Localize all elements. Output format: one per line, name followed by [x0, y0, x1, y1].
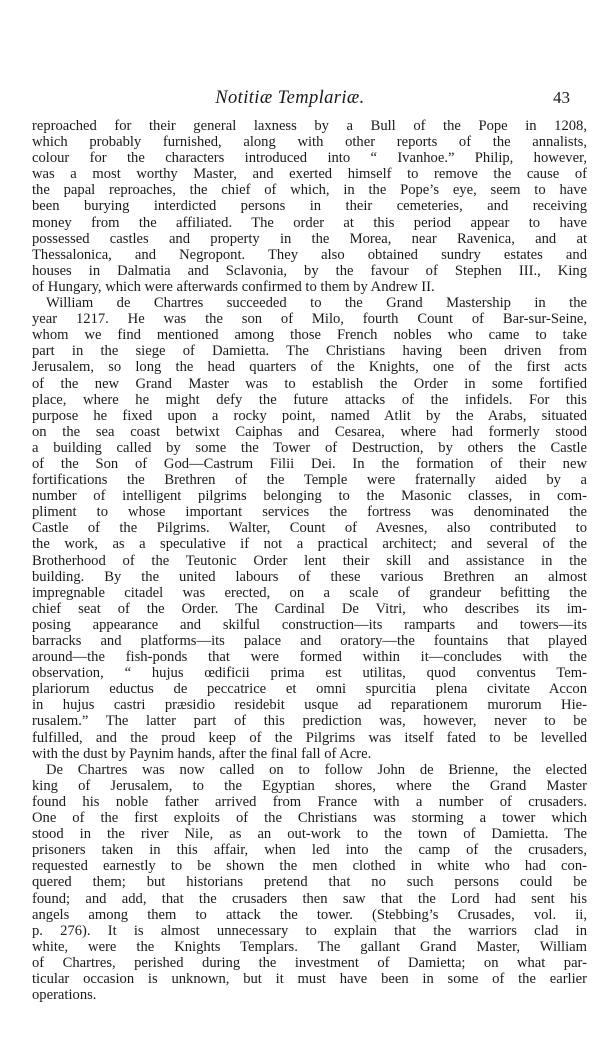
text-line: of the Son of God—Castrum Filii Dei. In the formation of their new	[32, 455, 587, 472]
text-line: Thessalonica, and Negropont. They also obtained sundry estates and	[32, 246, 587, 263]
page-number: 43	[553, 88, 570, 107]
text-line: Jerusalem, so long the head quarters of the Knights, one of the first acts	[32, 359, 587, 376]
text-line: money from the affiliated. The order at this period appear to have	[32, 214, 587, 231]
text-line: William de Chartres succeeded to the Grand Mastership in the	[46, 295, 587, 312]
text-line: around—the fish-ponds that were formed within it—concludes with the	[32, 649, 587, 666]
text-line: of Hungary, which were afterwards confirmed to them by Andrew II.	[32, 278, 435, 295]
text-line: chief seat of the Order. The Cardinal De Vitri, who describes its im-	[32, 600, 587, 617]
text-line: reproached for their general laxness by a Bull of the Pope in 1208,	[32, 118, 587, 134]
text-line: colour for the characters introduced into “ Ivanhoe.” Philip, however,	[32, 150, 587, 167]
text-line: the papal reproaches, the chief of which, in the Pope’s eye, seem to have	[32, 182, 587, 199]
text-line: One of the first exploits of the Christians was storming a tower which	[32, 810, 587, 827]
text-line: observation, “ hujus œdificii prima est utilitas, quod conventus Tem-	[32, 665, 587, 682]
text-line: possessed castles and property in the Morea, near Ravenica, and at	[32, 230, 587, 247]
text-line: plariorum eductus de peccatrice et omni spurcitia plena civitate Accon	[32, 681, 587, 698]
text-line: pliment to whose important services the fortress was denominated the	[32, 504, 587, 521]
text-line: fulfilled, and the proud keep of the Pilgrims was itself fated to be levelled	[32, 729, 587, 746]
text-line: quered them; but historians pretend that no such persons could be	[32, 874, 587, 891]
text-line: De Chartres was now called on to follow John de Brienne, the elected	[46, 761, 587, 778]
text-line: part in the siege of Damietta. The Christians having been driven from	[32, 343, 587, 360]
text-line: the work, as a speculative if not a practical architect; and several of the	[32, 536, 587, 553]
text-line: year 1217. He was the son of Milo, fourth Count of Bar-sur-Seine,	[32, 311, 587, 328]
text-line: Castle of the Pilgrims. Walter, Count of Avesnes, also contributed to	[32, 520, 587, 537]
text-line: been burying interdicted persons in their cemeteries, and receiving	[32, 198, 587, 215]
text-line: purpose he fixed upon a rocky point, named Atlit by the Arabs, situated	[32, 407, 587, 424]
text-line: impregnable citadel was erected, on a scale of grandeur befitting the	[32, 584, 587, 601]
text-line: barracks and platforms—its palace and oratory—the fountains that played	[32, 633, 587, 649]
text-line: fortifications the Brethren of the Temple were fraternally aided by a	[32, 472, 587, 489]
text-line: operations.	[32, 987, 97, 1004]
running-title: Notitiæ Templariæ.	[215, 88, 365, 108]
text-line: rusalem.” The latter part of this prediction was, however, never to be	[32, 713, 587, 730]
text-line: found his noble father arrived from France with a number of crusaders.	[32, 793, 587, 810]
text-line: p. 276). It is almost unnecessary to explain that the warriors clad in	[32, 922, 587, 939]
text-line: Brotherhood of the Teutonic Order lent their skill and assistance in the	[32, 552, 587, 569]
text-line: building. By the united labours of these various Brethren an almost	[32, 568, 587, 585]
text-line: houses in Dalmatia and Sclavonia, by the favour of Stephen III., King	[32, 262, 587, 279]
text-line: in hujus castri præsidio residebit usque ad reparationem murorum Hie-	[32, 697, 587, 714]
text-line: of the new Grand Master was to establish the Order in some fortified	[32, 375, 587, 392]
body-text	[32, 118, 587, 1003]
text-line: posing appearance and skilful construction—its ramparts and towers—its	[32, 616, 587, 633]
text-line: a building called by some the Tower of Destruction, by others the Castle	[32, 439, 587, 456]
text-line: whom we find mentioned among those French nobles who came to take	[32, 327, 587, 344]
text-line: was a most worthy Master, and exerted himself to remove the cause of	[32, 166, 587, 183]
text-line: with the dust by Paynim hands, after the final fall of Acre.	[32, 745, 372, 762]
text-line: place, where he might defy the future attacks of the infidels. For this	[32, 391, 587, 408]
text-line: of Chartres, perished during the investment of Damietta; on what par-	[32, 954, 587, 971]
text-line: ticular occasion is unknown, but it must have been in some of the earlier	[32, 970, 587, 987]
text-line: number of intelligent pilgrims belonging to the Masonic classes, in com-	[32, 488, 587, 505]
text-line: found; and add, that the crusaders then saw that the Lord had sent his	[32, 890, 587, 907]
page-header	[0, 88, 608, 110]
text-line: angels among them to attack the tower. (Stebbing’s Crusades, vol. ii,	[32, 906, 587, 923]
text-line: which probably furnished, along with other reports of the annalists,	[32, 134, 587, 151]
text-line: prisoners taken in this affair, when led into the camp of the crusaders,	[32, 842, 587, 859]
text-line: requested earnestly to be shown the men clothed in white who had con-	[32, 858, 587, 875]
text-line: white, were the Knights Templars. The gallant Grand Master, William	[32, 938, 587, 955]
text-line: on the sea coast betwixt Caiphas and Cesarea, where had formerly stood	[32, 423, 587, 440]
text-line: stood in the river Nile, as an out-work to the town of Damietta. The	[32, 826, 587, 843]
text-line: king of Jerusalem, to the Egyptian shores, where the Grand Master	[32, 777, 587, 794]
